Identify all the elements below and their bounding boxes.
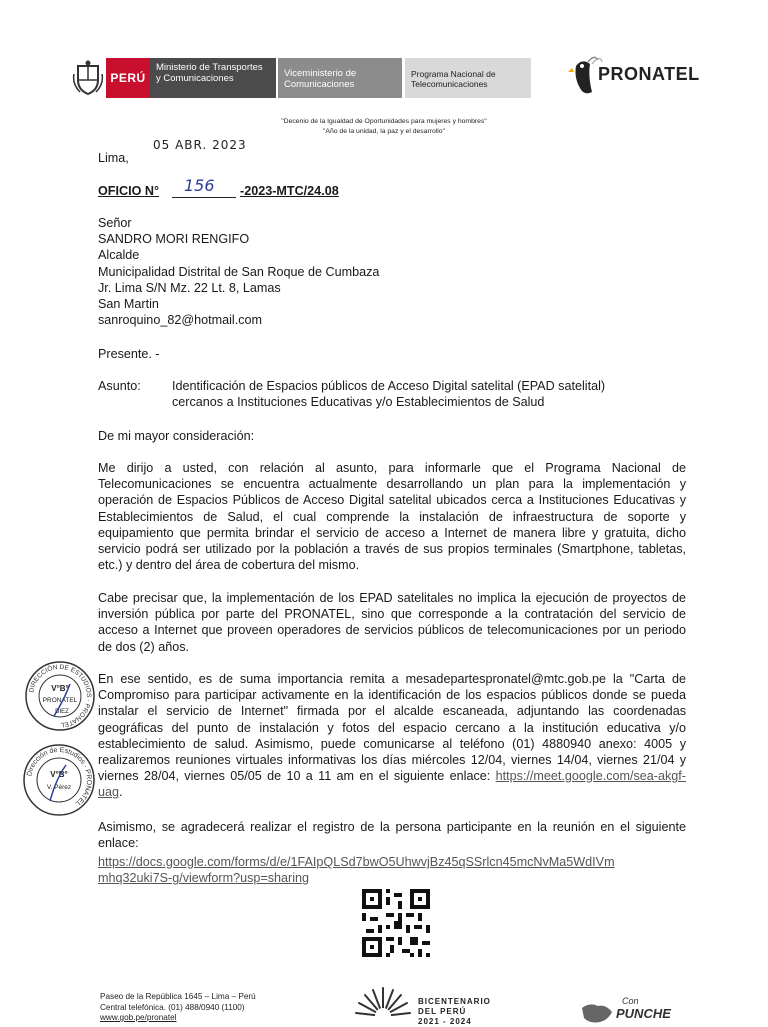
coat-of-arms-icon — [72, 60, 104, 96]
recipient-email: sanroquino_82@hotmail.com — [98, 313, 263, 328]
recipient-org: Municipalidad Distrital de San Roque de Cumbaza — [98, 264, 380, 279]
campaign-text-2: PUNCHE — [616, 1006, 671, 1021]
recipient-role: Alcalde — [98, 248, 140, 263]
letterhead — [0, 0, 768, 120]
vb-stamp-2 — [22, 743, 96, 817]
greeting: De mi mayor consideración: — [98, 429, 255, 443]
recipient-block — [98, 215, 379, 328]
qr-code-icon — [362, 889, 430, 957]
footer-address-line-2: Central telefónica. (01) 488/0940 (1100) — [100, 1002, 245, 1012]
paragraph-3-end: . — [119, 785, 123, 800]
paragraph-2: Cabe precisar que, la implementación de los EPAD satelitales no implica la ejecución de proyectos de inversión pública por parte del PRONATEL, sino que corresponde a la contratación del servicio de acceso a Internet que proveen operadores de servicios públicos de telecomunicaciones por un periodo de dos (2) años. — [98, 591, 686, 654]
recipient-region: San Martin — [98, 297, 159, 312]
paragraph-1: Me dirijo a usted, con relación al asunto, para informarle que el Programa Nacional de Telecomunicaciones se encuentra actualmente desarrollando un plan para la implementación y operación de Espacios Públicos de Acceso Digital satelital ubicados cerca a Instituciones Educativas y Establecimientos de Salud, el cual comprende la instalación de infraestructura de soporte y equipamiento que permita brindar el servicio de acceso a Internet de manera libre y gratuita, dicho servicio podrá ser utilizado por la población a través de sus propios terminales (Smartphone, tabletas, etc.) y dentro del área de cobertura del mismo. — [98, 461, 686, 573]
ministerio-label: Ministerio de Transportes y Comunicaciones — [156, 62, 263, 84]
peru-map-icon — [578, 1002, 618, 1024]
recipient-address: Jr. Lima S/N Mz. 22 Lt. 8, Lamas — [98, 280, 281, 295]
campaign-logo — [578, 994, 678, 1024]
ministerio-box — [150, 58, 276, 98]
bicentenario-line-1: BICENTENARIO — [418, 997, 491, 1006]
presente-label: Presente. - — [98, 347, 160, 361]
stamp-1-vb: V°B° — [51, 684, 69, 693]
stamp-1-ring-text: DIRECCIÓN DE ESTUDIOS · PRONATEL — [28, 663, 93, 729]
footer-address-line-1: Paseo de la República 1645 – Lima – Perú — [100, 992, 256, 1001]
bicentenario-sunburst-icon — [354, 986, 412, 1024]
recipient-name: SANDRO MORI RENGIFO — [98, 232, 250, 247]
oficio-prefix: OFICIO N° — [98, 184, 160, 198]
programa-box — [405, 58, 531, 98]
oficio-suffix: -2023-MTC/24.08 — [240, 184, 339, 198]
paragraph-3-text: En ese sentido, es de suma importancia remita a mesadepartespronatel@mtc.gob.pe la "Carta de Compromiso para participar activamente en la identificación de los espacios públicos donde se pueda instalar el servicio de Internet" firmada por el alcalde escaneada, adjuntando las coordenadas geográficas del punto de instalación y fotos del espacio cercano a la institución educativa y/o establecimiento de salud. Asimismo, puede comunicarse al teléfono (01) 4880940 anexo: 4005 y realizaremos reuniones virtuales informativas los días miércoles 12/04, viernes 14/04, viernes 21/04 y viernes 28/04, viernes 05/05 de 10 a 11 am en el siguiente enlace: — [98, 672, 686, 784]
programa-label: Programa Nacional de Telecomunicaciones — [411, 69, 496, 89]
campaign-text-1: Con — [622, 996, 639, 1006]
paragraph-3 — [98, 671, 686, 801]
recipient-salutation: Señor — [98, 216, 132, 230]
oficio-number-handwritten: 156 — [184, 176, 215, 195]
asunto-line-1: Identificación de Espacios públicos de Acceso Digital satelital (EPAD satelital) — [172, 379, 606, 393]
asunto-label: Asunto: — [98, 379, 141, 393]
stamp-2-center: V. Pérez — [46, 784, 72, 791]
form-link-line-1[interactable]: https://docs.google.com/forms/d/e/1FAIpQLSd7bwO5UhwvjBz45qSSrlcn45mcNvMa5WdIVm — [98, 855, 615, 869]
bicentenario-text — [418, 997, 491, 1027]
decenio-line-1: "Decenio de la Igualdad de Oportunidades para mujeres y hombres" — [281, 118, 487, 125]
pronatel-brand-text: PRONATEL — [598, 64, 700, 84]
meet-link[interactable]: https://meet.google.com/sea-akgf-uag — [98, 769, 686, 800]
stamp-2-ring-text: Dirección de Estudios · PRONATEL — [26, 746, 93, 808]
decenio-line-2: "Año de la unidad, la paz y el desarrollo" — [323, 128, 445, 135]
bicentenario-line-2: DEL PERÚ — [418, 1007, 467, 1016]
footer-address — [100, 992, 256, 1024]
form-link-line-2[interactable]: mhq32uki7S-g/viewform?usp=sharing — [98, 871, 310, 885]
asunto-line-2: cercanos a Instituciones Educativas y/o Establecimientos de Salud — [172, 395, 545, 409]
footer-address-line-3: www.gob.pe/pronatel — [100, 1013, 177, 1022]
viceministerio-label: Viceministerio de Comunicaciones — [284, 68, 357, 90]
oficio-number-underline — [172, 197, 236, 198]
stamp-1-bottom: DIEZ — [55, 709, 69, 715]
stamp-1-center: PRONATEL — [42, 697, 78, 704]
handwritten-date: 05 ABR. 2023 — [153, 138, 247, 152]
peru-brand-box — [106, 58, 150, 98]
viceministerio-box — [278, 58, 402, 98]
bicentenario-line-3: 2021 - 2024 — [418, 1017, 472, 1026]
place-label: Lima, — [98, 151, 129, 165]
stamp-2-vb: V°B° — [50, 770, 68, 779]
paragraph-4: Asimismo, se agradecerá realizar el registro de la persona participante en la reunión en el siguiente enlace: — [98, 820, 686, 851]
vb-stamp-1 — [24, 660, 96, 732]
peru-label: PERÚ — [110, 70, 146, 85]
